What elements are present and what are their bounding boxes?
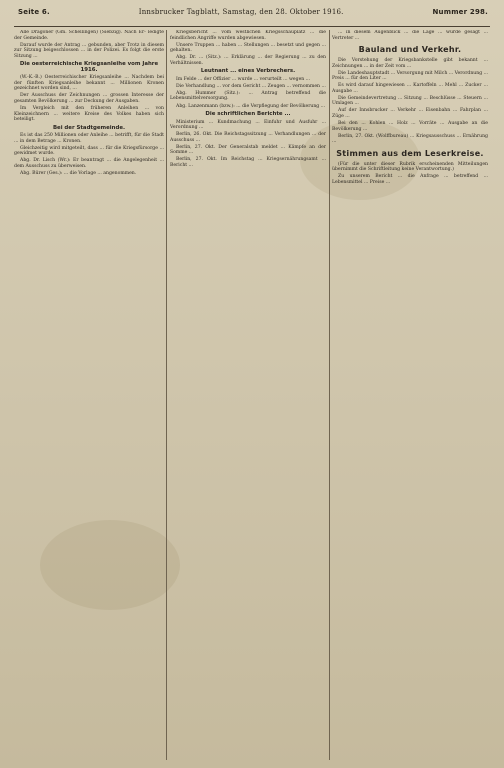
article-paragraph: Auf der Innsbrucker ... Verkehr ... Eisenbahn ... Fahrplan ... Züge ... xyxy=(332,108,488,120)
page-label: Seite 6. xyxy=(18,8,50,16)
masthead: Innsbrucker Tagblatt, Samstag, den 28. Oktober 1916. xyxy=(138,8,344,16)
article-paragraph: Abg. Hummer (Sitz.): ... Antrag betreffend die Lebensmittelversorgung. xyxy=(170,90,326,102)
article-paragraph: Darauf wurde der Antrag ... gebunden, aber Trotz in diesem zur Sitzung beigeschlossen ... in der Polizei. Es folgt die erste Sitzung ... xyxy=(14,42,164,59)
article-paragraph: Alle Dragoner (Gm. Schellingen) (Siebzig). Nach Er- ledigte der Gemeinde. xyxy=(14,30,164,41)
article-heading: Leutnant ... eines Verbrechers. xyxy=(200,68,296,75)
issue-number: Nummer 298. xyxy=(432,8,488,16)
article-paragraph: Unsere Truppen ... haben ... Stellungen ... besetzt und gegen ... gehalten. xyxy=(170,42,326,54)
column-divider xyxy=(166,30,167,760)
article-paragraph: Die Vorstehung der Kriegsbankstelle gibt bekannt ... Zeichnungen ... in der Zeit vom ... xyxy=(332,58,488,69)
column-1 xyxy=(14,30,164,762)
article-paragraph: Im Felde ... der Offizier ... wurde ... verurteilt ... wegen ... xyxy=(176,76,311,82)
article-paragraph: Zu unserem Bericht ... die Anfrage ... betreffend ... Lebensmittel ... Preise ... xyxy=(332,174,488,185)
article-paragraph: Die Landeshauptstadt ... Versorgung mit Milch ... Verordnung ... Preis ... für den Liter ... xyxy=(332,70,488,82)
column-2 xyxy=(170,30,326,762)
article-paragraph: Die Verhandlung ... vor dem Gericht ... Zeugen ... vernommen ... xyxy=(176,83,326,89)
page-header xyxy=(18,8,488,24)
article-heading: Bei der Stadtgemeinde. xyxy=(52,124,126,131)
article-paragraph: (Für die unter dieser Rubrik erscheinenden Mitteilungen übernimmt die Schriftleitung keine Verantwortung.) xyxy=(332,161,488,173)
header-rule xyxy=(14,26,490,27)
article-paragraph: Abg. Dr. ... (Sitz.): ... Erklärung ... der Regierung ... zu den Verhältnissen. xyxy=(170,55,326,66)
article-paragraph: Abg. Lanzenmann (bzw.): ... die Verpflegung der Bevölkerung ... xyxy=(176,103,326,109)
article-paragraph: ... in diesem Augenblick ... die Lage ... wurde gesagt ... Vertreter ... xyxy=(332,30,488,41)
article-paragraph: Berlin, 26. Okt. Die Reichstagssitzung ... Verhandlungen ... der Ausschuss ... xyxy=(170,132,326,143)
section-heading: Bauland und Verkehr. xyxy=(358,45,462,55)
article-paragraph: (W.-K.-B.) Oesterreichischer Kriegsanleihe ... Nachdem bei der fünften Kriegsanleihe bekannt ... Millionen Kronen gezeichnet worden sind, ... xyxy=(14,75,164,92)
column-3 xyxy=(332,30,488,762)
article-paragraph: Abg. Bürer (Ges.): ... die Vorlage ... angenommen. xyxy=(20,171,137,177)
column-divider xyxy=(329,30,330,760)
article-paragraph: Der Ausschuss der Zeichnungen ... grossen Interesse der gesamten Bevölkerung ... zur Deckung der Ausgaben. xyxy=(14,93,164,105)
article-paragraph: Kriegsbericht ... vom westlichen Kriegsschauplatz ... die feindlichen Angriffe wurden abgewiesen. xyxy=(170,30,326,41)
article-paragraph: Berlin, 27. Okt. Der Generalstab meldet ... Kämpfe an der Somme ... xyxy=(170,144,326,156)
article-paragraph: Es wird darauf hingewiesen ... Kartoffeln ... Mehl ... Zucker ... Ausgabe ... xyxy=(332,83,488,94)
article-paragraph: Berlin, 27. Okt. (Wolffbureau) ... Kriegsausschuss ... Ernährung ... xyxy=(332,133,488,145)
section-heading: Stimmen aus dem Leserkreise. xyxy=(336,148,484,158)
article-paragraph: Ministerium ... Kundmachung ... Einfuhr und Ausfuhr ... Verordnung ... xyxy=(170,119,326,131)
article-heading: Die schriftlichen Berichte ... xyxy=(205,111,291,118)
article-paragraph: Im Vergleich mit den früheren Anleihen ... von Kleinzeichnern ... weitere Kreise des Volkes haben sich beteiligt. xyxy=(14,106,164,123)
article-paragraph: Es ist das 250 Millionen oder Anleihe ... betrifft, für die Stadt ... in dem Betrage ... Kronen. xyxy=(14,133,164,144)
article-paragraph: Abg. Dr. Lisch (Wr.): Er beantragt ... die Angelegenheit ... dem Ausschuss zu überweisen. xyxy=(14,158,164,169)
article-paragraph: Die Gemeindevertretung ... Sitzung ... Beschlüsse ... Steuern ... Umlagen ... xyxy=(332,95,488,107)
article-paragraph: Gleichzeitig wird mitgeteilt, dass ... für die Kriegsfürsorge ... gewidmet wurde. xyxy=(14,145,164,157)
article-heading: Die oesterreichische Kriegsanleihe vom Jahre 1916. xyxy=(19,61,159,73)
article-paragraph: Berlin, 27. Okt. Im Reichstag ... Kriegsernährungsamt ... Bericht ... xyxy=(170,157,326,168)
article-paragraph: Bei den ... Kohlen ... Holz ... Vorräte ... Ausgabe an die Bevölkerung ... xyxy=(332,121,488,132)
